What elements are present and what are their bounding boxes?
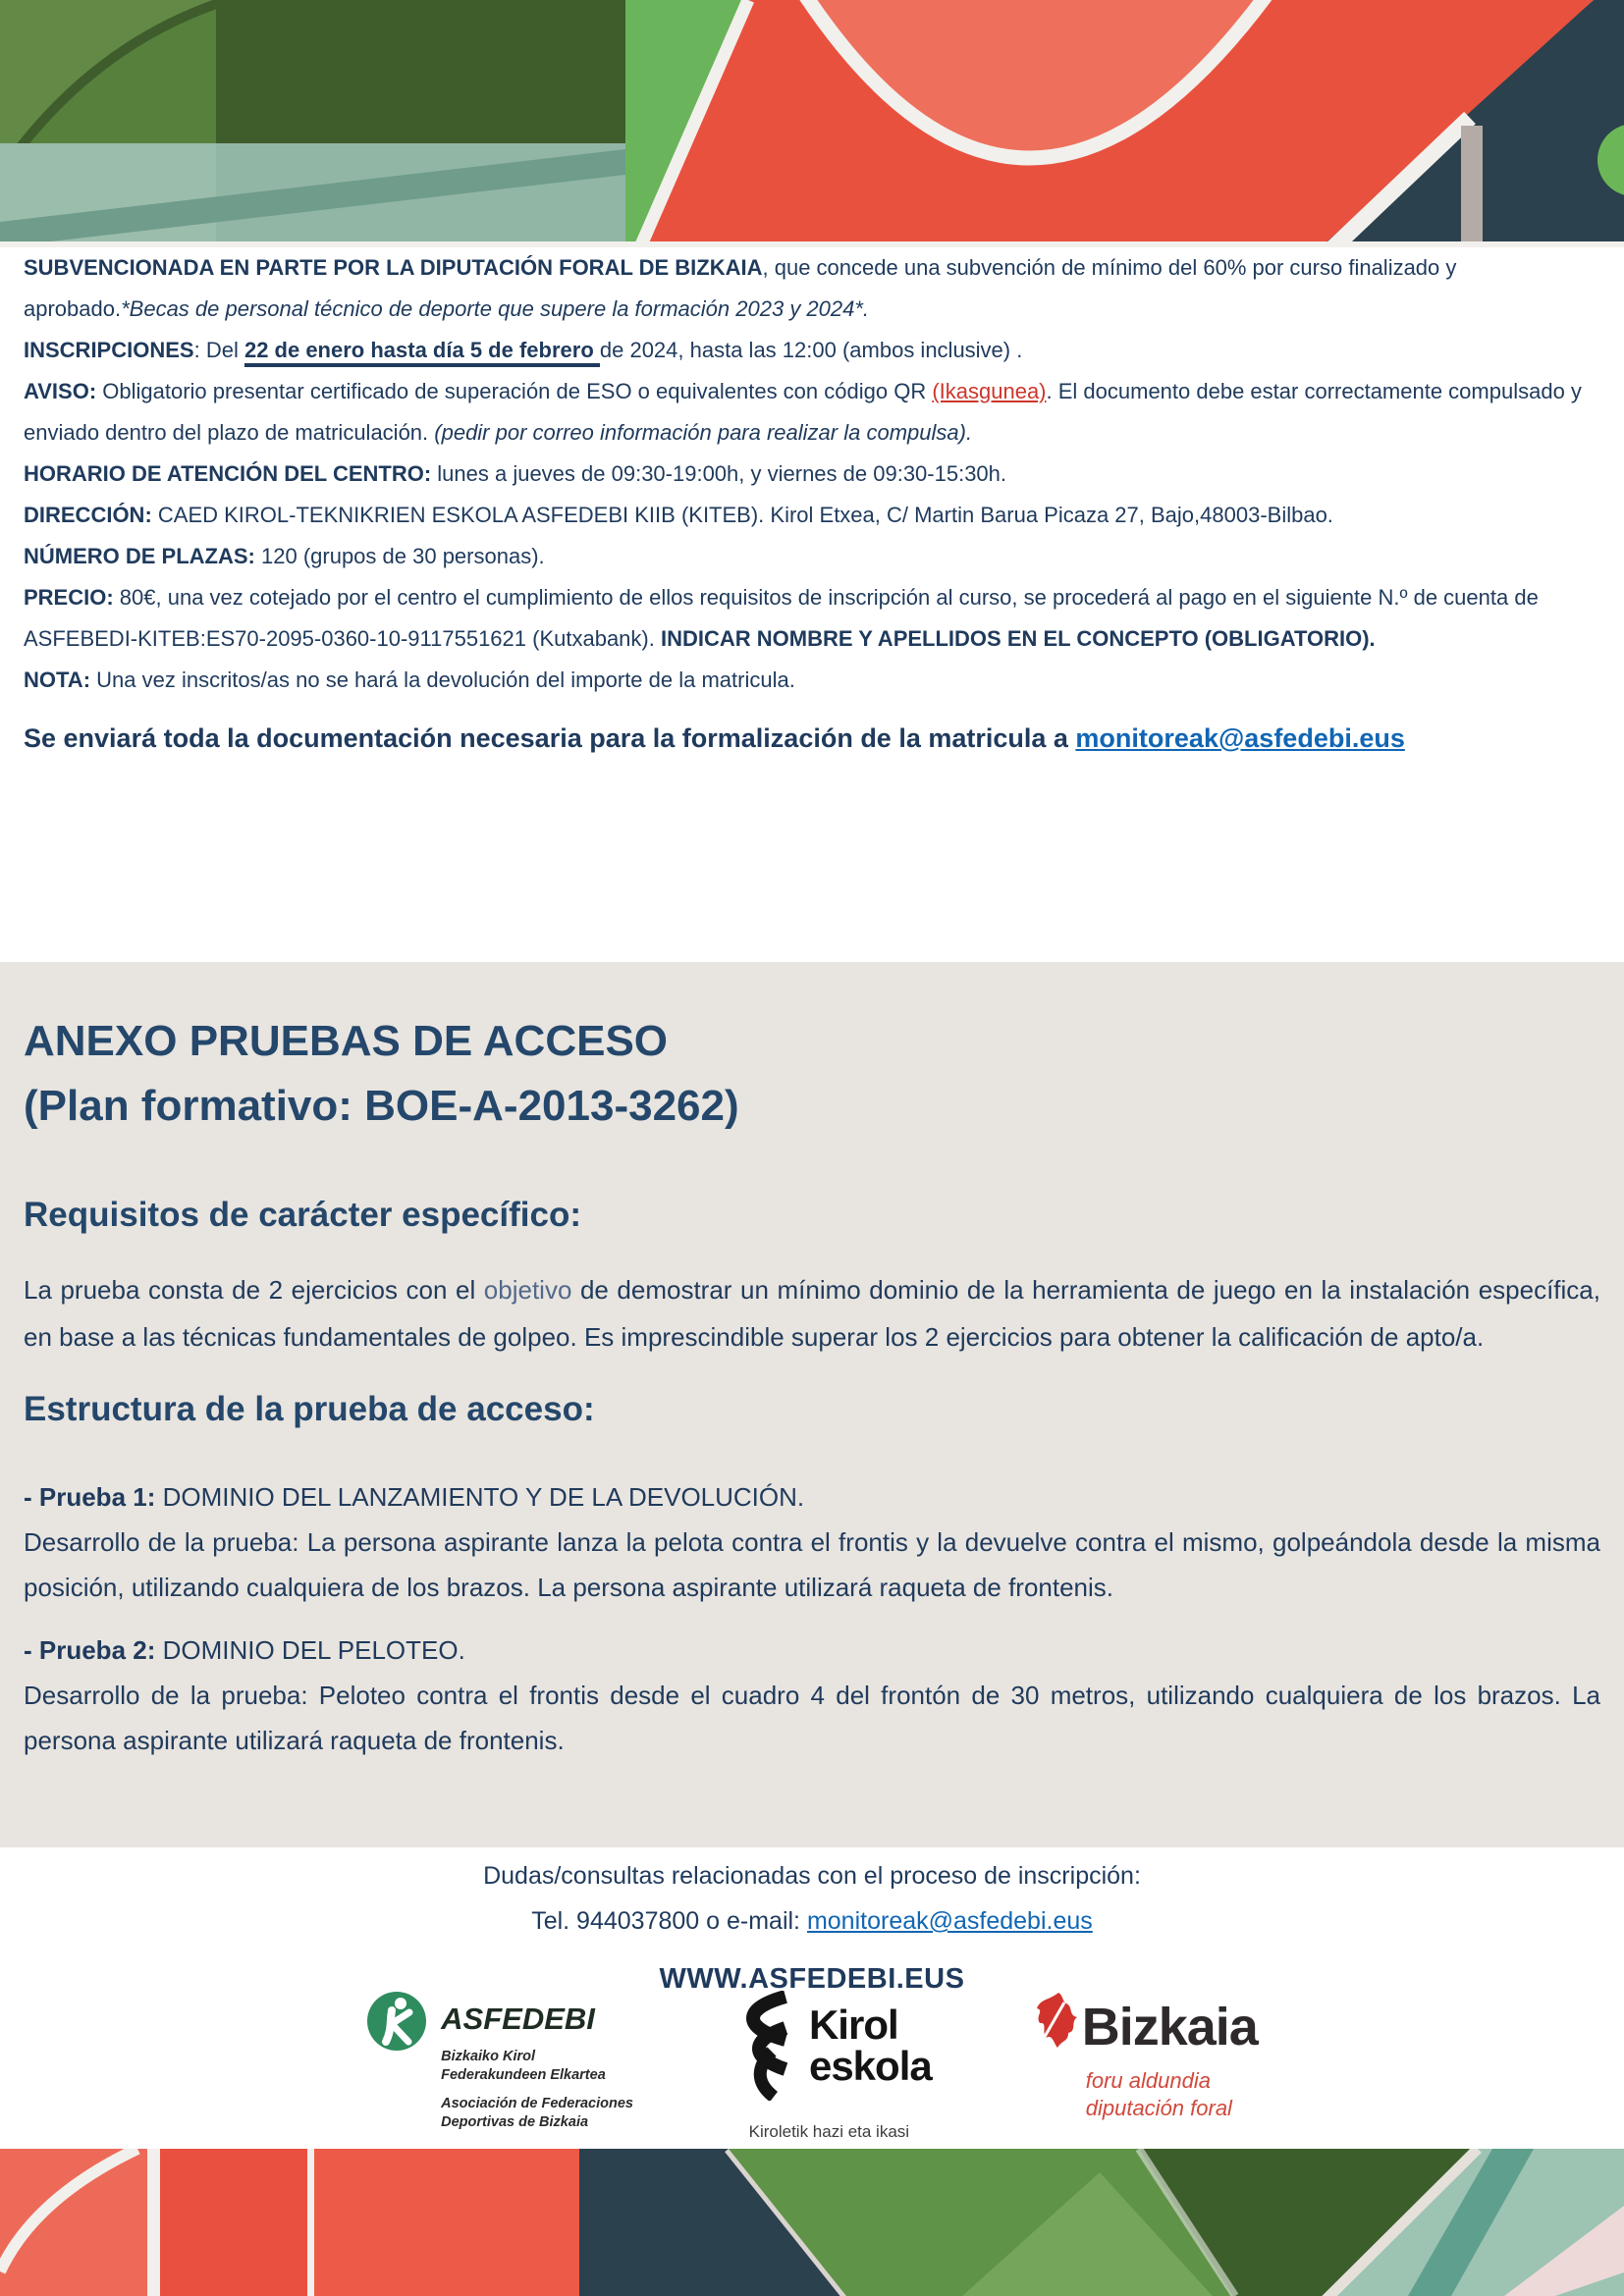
footer-artwork	[0, 2149, 1624, 2296]
bizkaia-logo-sub2: diputación foral	[1085, 2096, 1232, 2120]
kirol-logo-line1: Kirol	[808, 2002, 898, 2048]
kirol-logo-tagline: Kiroletik hazi eta ikasi	[748, 2122, 910, 2141]
plazas-label: NÚMERO DE PLAZAS:	[24, 544, 255, 568]
paragraph-aviso	[24, 371, 1600, 454]
horario-text: lunes a jueves de 09:30-19:00h, y viernes de 09:30-15:30h.	[431, 461, 1007, 486]
asfedebi-logo-sub-es2: Deportivas de Bizkaia	[441, 2114, 589, 2130]
precio-label: PRECIO:	[24, 585, 114, 610]
bizkaia-logo-sub1: foru aldundia	[1085, 2068, 1211, 2093]
precio-bold-note: INDICAR NOMBRE Y APELLIDOS EN EL CONCEPTO (OBLIGATORIO).	[660, 626, 1376, 651]
website-text: WWW.ASFEDEBI.EUS	[659, 1963, 965, 1995]
subvencion-italic: *Becas de personal técnico de deporte que supere la formación 2023 y 2024*.	[121, 296, 870, 321]
bizkaia-logo-name: Bizkaia	[1081, 1998, 1258, 2056]
paragraph-direccion	[24, 495, 1600, 536]
nota-label: NOTA:	[24, 667, 91, 692]
paragraph-nota	[24, 660, 1600, 701]
inscripciones-rest: de 2024, hasta las 12:00 (ambos inclusive) .	[599, 338, 1023, 362]
prueba1-description: Desarrollo de la prueba: La persona aspirante lanza la pelota contra el frontis y la devuelve contra el mismo, golpeándola desde la misma posición, utilizando cualquiera de los brazos. La persona aspirante utilizará raqueta de frontenis.	[24, 1527, 1600, 1602]
contact-line2	[0, 1898, 1624, 1944]
asfedebi-logo-name: ASFEDEBI	[441, 2002, 595, 2036]
envio-text: Se enviará toda la documentación necesaria para la formalización de la matricula a	[24, 723, 1076, 753]
horario-label: HORARIO DE ATENCIÓN DEL CENTRO:	[24, 461, 432, 486]
bizkaia-logo-subtext	[1025, 2067, 1258, 2122]
subvencion-bold: SUBVENCIONADA EN PARTE POR LA DIPUTACIÓN FORAL DE BIZKAIA	[24, 255, 763, 280]
precio-text: 80€, una vez cotejado por el centro el cumplimiento de ellos requisitos de inscripción al curso, se procederá al pago en el siguiente N.º de cuenta de ASFEBEDI-KITEB:ES70-2095-0360-10-9117551621 (Kutxabank).	[24, 585, 1539, 651]
kirol-eskola-logo-text	[809, 2004, 932, 2087]
requisitos-text-2: de demostrar un mínimo dominio de la herramienta de juego en la instalación específica, en base a las técnicas fundamentales de golpeo. Es imprescindible superar los 2 ejercicios para obtener la calificación de apto/a.	[24, 1275, 1600, 1352]
asfedebi-logo	[366, 1991, 633, 2132]
asfedebi-logo-sub-es1: Asociación de Federaciones	[441, 2096, 633, 2111]
paragraph-horario	[24, 454, 1600, 495]
subvencion-text: , que concede una subvención de mínimo del 60% por curso finalizado y aprobado.	[24, 255, 1457, 321]
requisitos-highlight: objetivo	[483, 1275, 572, 1305]
kirol-logo-line2: eskola	[808, 2043, 932, 2089]
paragraph-subvencion	[24, 247, 1600, 330]
prueba2-title: DOMINIO DEL PELOTEO.	[155, 1635, 465, 1665]
asfedebi-logo-sub-eu1: Bizkaiko Kirol	[441, 2049, 536, 2064]
contact-email-link[interactable]: monitoreak@asfedebi.eus	[806, 1907, 1093, 1935]
kirol-eskola-logo-icon	[727, 1991, 797, 2101]
inscripciones-sep: : Del	[193, 338, 244, 362]
prueba2-title-line	[24, 1628, 1600, 1673]
ikasgunea-link[interactable]: (Ikasgunea)	[932, 379, 1047, 403]
inscripciones-dates-underlined: 22 de enero hasta día 5 de febrero	[244, 338, 600, 367]
bizkaia-logo-icon	[1025, 1991, 1082, 2065]
annex-section	[0, 962, 1624, 1847]
contact-line1: Dudas/consultas relacionadas con el proceso de inscripción:	[483, 1862, 1141, 1890]
logos-row	[0, 1991, 1624, 2142]
direccion-label: DIRECCIÓN:	[24, 503, 152, 527]
contact-phone-text: Tel. 944037800 o e-mail:	[531, 1907, 807, 1935]
paragraph-plazas	[24, 536, 1600, 577]
header-artwork	[0, 0, 1624, 247]
requisitos-text-1: La prueba consta de 2 ejercicios con el	[24, 1275, 484, 1305]
nota-text: Una vez inscritos/as no se hará la devolución del importe de la matricula.	[90, 667, 795, 692]
plazas-text: 120 (grupos de 30 personas).	[254, 544, 545, 568]
aviso-text-1: Obligatorio presentar certificado de superación de ESO o equivalentes con código QR	[96, 379, 933, 403]
aviso-text-2: . El documento debe estar correctamente compulsado y enviado dentro del plazo de matriculación.	[24, 379, 1582, 445]
prueba1-title: DOMINIO DEL LANZAMIENTO Y DE LA DEVOLUCIÓN.	[155, 1482, 805, 1512]
aviso-italic: (pedir por correo información para realizar la compulsa).	[434, 420, 973, 445]
intro-section	[0, 247, 1624, 782]
asfedebi-logo-text	[441, 1991, 633, 2132]
annex-heading-estructura: Estructura de la prueba de acceso:	[24, 1390, 595, 1428]
kirol-eskola-logo	[727, 1991, 932, 2142]
direccion-text: CAED KIROL-TEKNIKRIEN ESKOLA ASFEDEBI KIIB (KITEB). Kirol Etxea, C/ Martin Barua Picaza 27, Bajo,48003-Bilbao.	[151, 503, 1333, 527]
annex-paragraph-requisitos	[24, 1266, 1600, 1361]
prueba2-description: Desarrollo de la prueba: Peloteo contra el frontis desde el cuadro 4 del frontón de 30 metros, utilizando cualquiera de los brazos. La persona aspirante utilizará raqueta de frontenis.	[24, 1681, 1600, 1755]
prueba2-label: - Prueba 2:	[24, 1635, 156, 1665]
annex-title-line1: ANEXO PRUEBAS DE ACCESO	[24, 1017, 669, 1065]
asfedebi-logo-sub-eu2: Federakundeen Elkartea	[441, 2067, 606, 2083]
aviso-label: AVISO:	[24, 379, 97, 403]
asfedebi-logo-icon	[366, 1991, 427, 2052]
paragraph-inscripciones	[24, 330, 1600, 371]
annex-title-line2: (Plan formativo: BOE-A-2013-3262)	[24, 1082, 739, 1130]
annex-heading-requisitos: Requisitos de carácter específico:	[24, 1196, 581, 1234]
paragraph-envio	[24, 721, 1600, 756]
inscripciones-label: INSCRIPCIONES	[24, 338, 194, 362]
prueba1-title-line	[24, 1474, 1600, 1520]
paragraph-precio	[24, 577, 1600, 660]
envio-email-link[interactable]: monitoreak@asfedebi.eus	[1075, 723, 1405, 753]
bizkaia-logo	[1025, 1991, 1258, 2122]
prueba1-label: - Prueba 1:	[24, 1482, 156, 1512]
